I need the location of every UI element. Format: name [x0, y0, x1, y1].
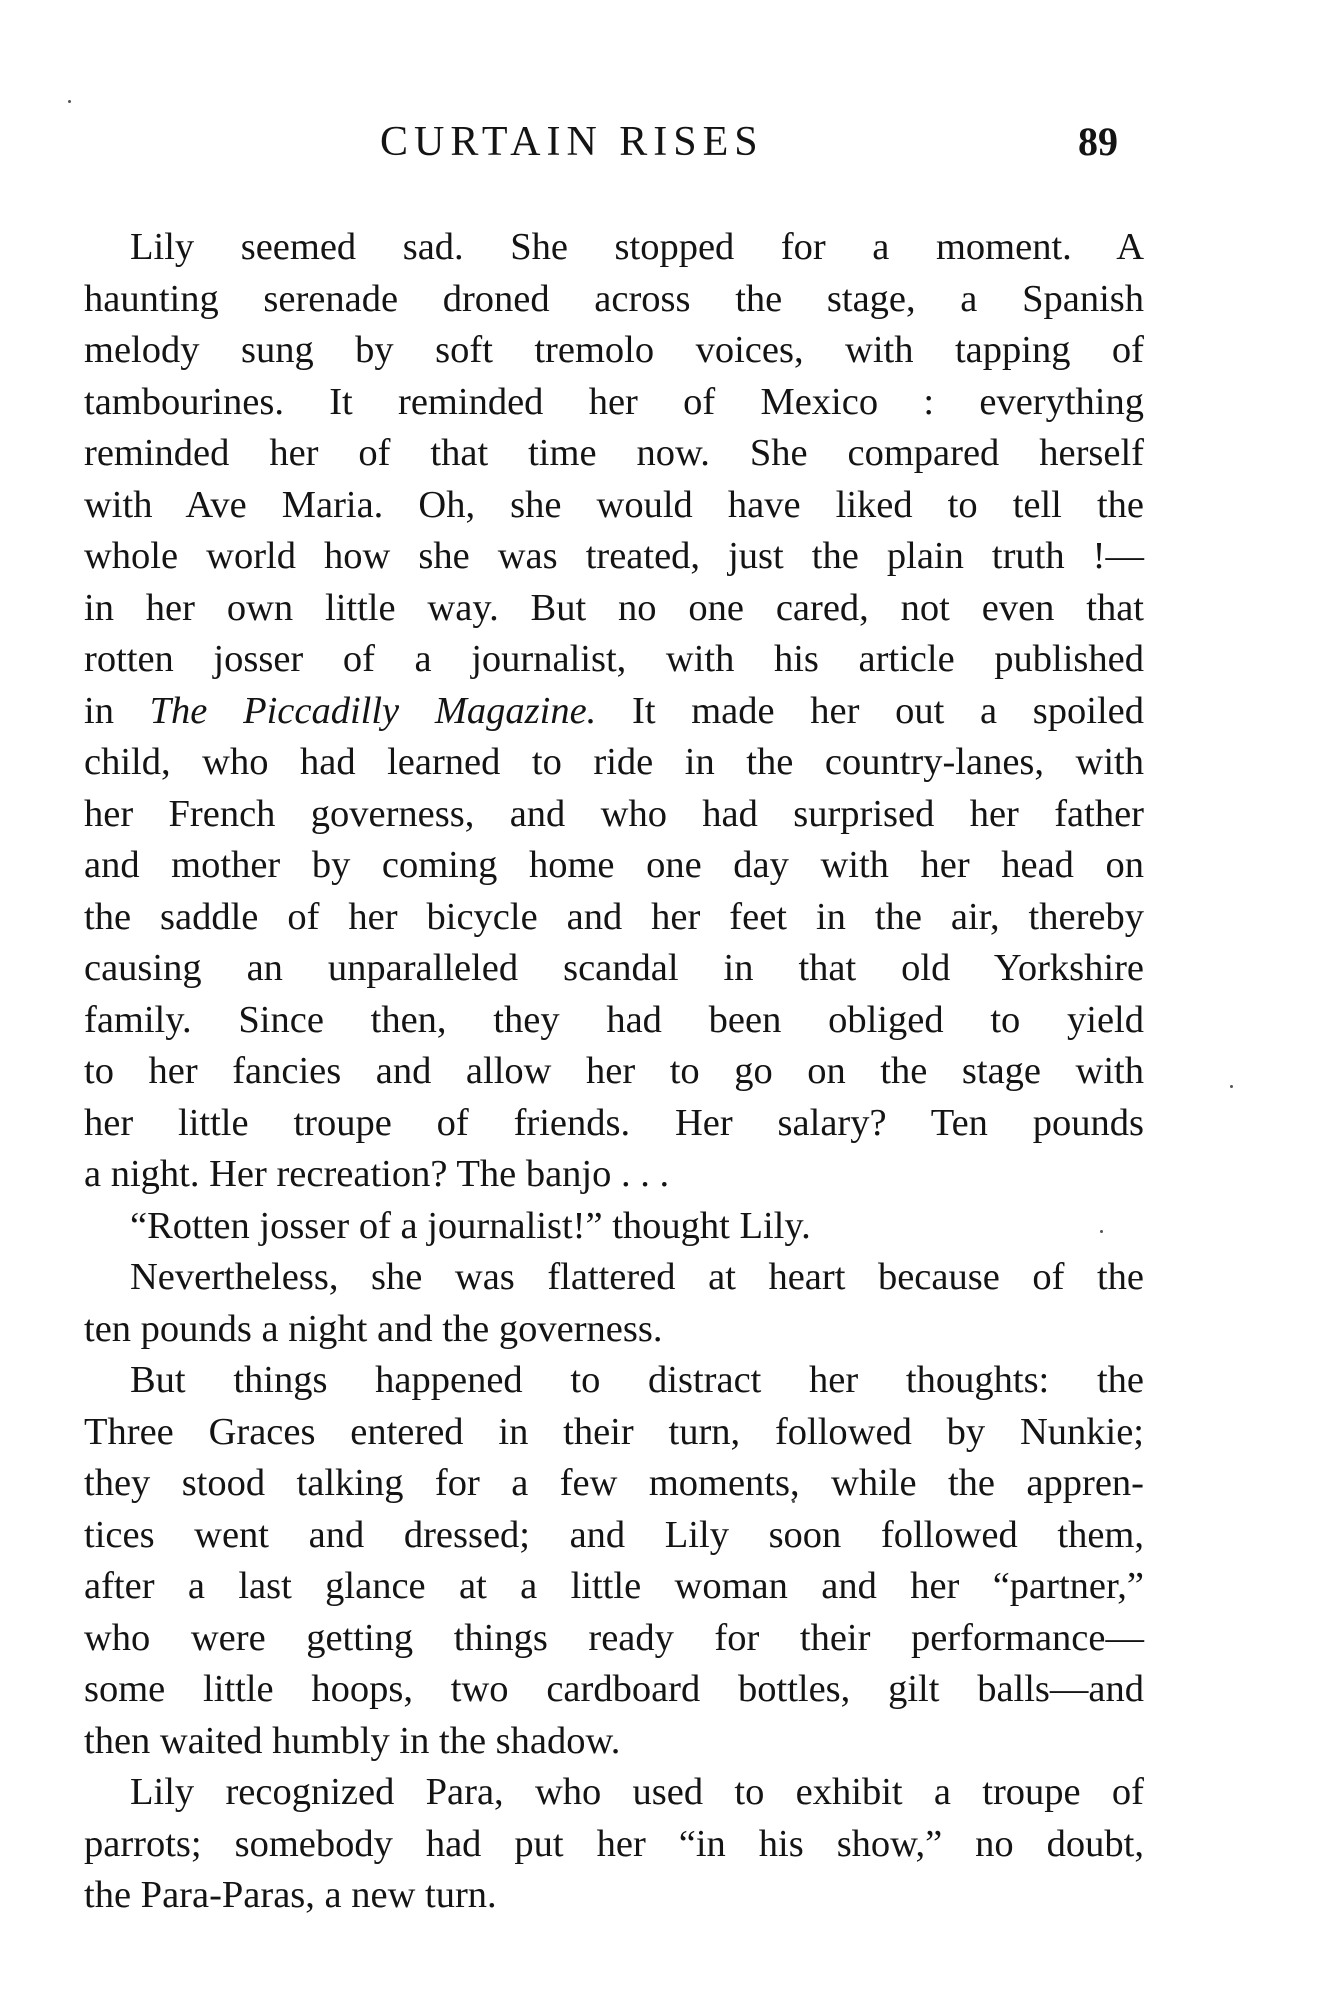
text-segment: in — [84, 689, 150, 732]
paragraph — [84, 222, 1144, 1201]
text-line: child, who had learned to ride in the country-lanes, with — [84, 741, 1144, 783]
text-line: reminded her of that time now. She compared herself — [84, 432, 1144, 474]
text-line: and mother by coming home one day with her head on — [84, 844, 1144, 886]
text-line: a night. Her recreation? The banjo . . . — [84, 1153, 670, 1195]
text-line: after a last glance at a little woman and her “partner,” — [84, 1565, 1144, 1607]
text-line: Nevertheless, she was flattered at heart because of the — [130, 1256, 1144, 1298]
text-line: Three Graces entered in their turn, followed by Nunkie; — [84, 1410, 1144, 1453]
paragraph — [84, 1252, 1144, 1355]
text-line: causing an unparalleled scandal in that old Yorkshire — [84, 947, 1144, 989]
paragraph — [84, 1355, 1144, 1767]
text-line: the Para-Paras, a new turn. — [84, 1874, 497, 1916]
print-speck — [68, 100, 71, 103]
text-line: who were getting things ready for their performance— — [84, 1616, 1144, 1659]
text-line: “Rotten josser of a journalist!” thought Lily. — [130, 1204, 811, 1247]
text-line: her little troupe of friends. Her salary? Ten pounds — [84, 1101, 1144, 1144]
text-line: whole world how she was treated, just the plain truth !— — [84, 535, 1144, 577]
text-line: But things happened to distract her thoughts: the — [130, 1359, 1144, 1401]
paragraph — [84, 1767, 1144, 1922]
text-line: ten pounds a night and the governess. — [84, 1307, 663, 1350]
magazine-title: The Piccadilly Magazine. — [149, 689, 597, 732]
text-line: parrots; somebody had put her “in his show,” no doubt, — [84, 1822, 1144, 1865]
text-line: they stood talking for a few moments, while the appren- — [84, 1462, 1144, 1504]
text-line: Lily seemed sad. She stopped for a moment. A — [130, 226, 1144, 268]
page-number: 89 — [1078, 119, 1118, 164]
text-line: Lily recognized Para, who used to exhibit a troupe of — [130, 1771, 1144, 1813]
text-line: the saddle of her bicycle and her feet in the air, thereby — [84, 895, 1144, 938]
paragraph — [84, 1201, 1144, 1253]
text-line: with Ave Maria. Oh, she would have liked to tell the — [84, 483, 1144, 526]
body-text — [84, 222, 1144, 1922]
text-line: rotten josser of a journalist, with his article published — [84, 638, 1144, 680]
text-line: in her own little way. But no one cared, not even that — [84, 586, 1144, 629]
print-speck — [1230, 1085, 1233, 1088]
text-line: some little hoops, two cardboard bottles, gilt balls—and — [84, 1668, 1144, 1710]
text-line: tices went and dressed; and Lily soon followed them, — [84, 1513, 1144, 1556]
text-line — [84, 686, 1144, 738]
page-header — [0, 112, 1323, 172]
text-line: tambourines. It reminded her of Mexico : everything — [84, 380, 1144, 423]
text-line: then waited humbly in the shadow. — [84, 1719, 621, 1762]
text-segment: It made her out a spoiled — [596, 689, 1144, 732]
text-line: to her fancies and allow her to go on the stage with — [84, 1050, 1144, 1092]
running-title: CURTAIN RISES — [380, 119, 764, 165]
text-line: her French governess, and who had surprised her father — [84, 792, 1144, 835]
text-line: family. Since then, they had been obliged to yield — [84, 998, 1144, 1041]
text-line: melody sung by soft tremolo voices, with tapping of — [84, 329, 1144, 371]
text-line: haunting serenade droned across the stage, a Spanish — [84, 277, 1144, 320]
